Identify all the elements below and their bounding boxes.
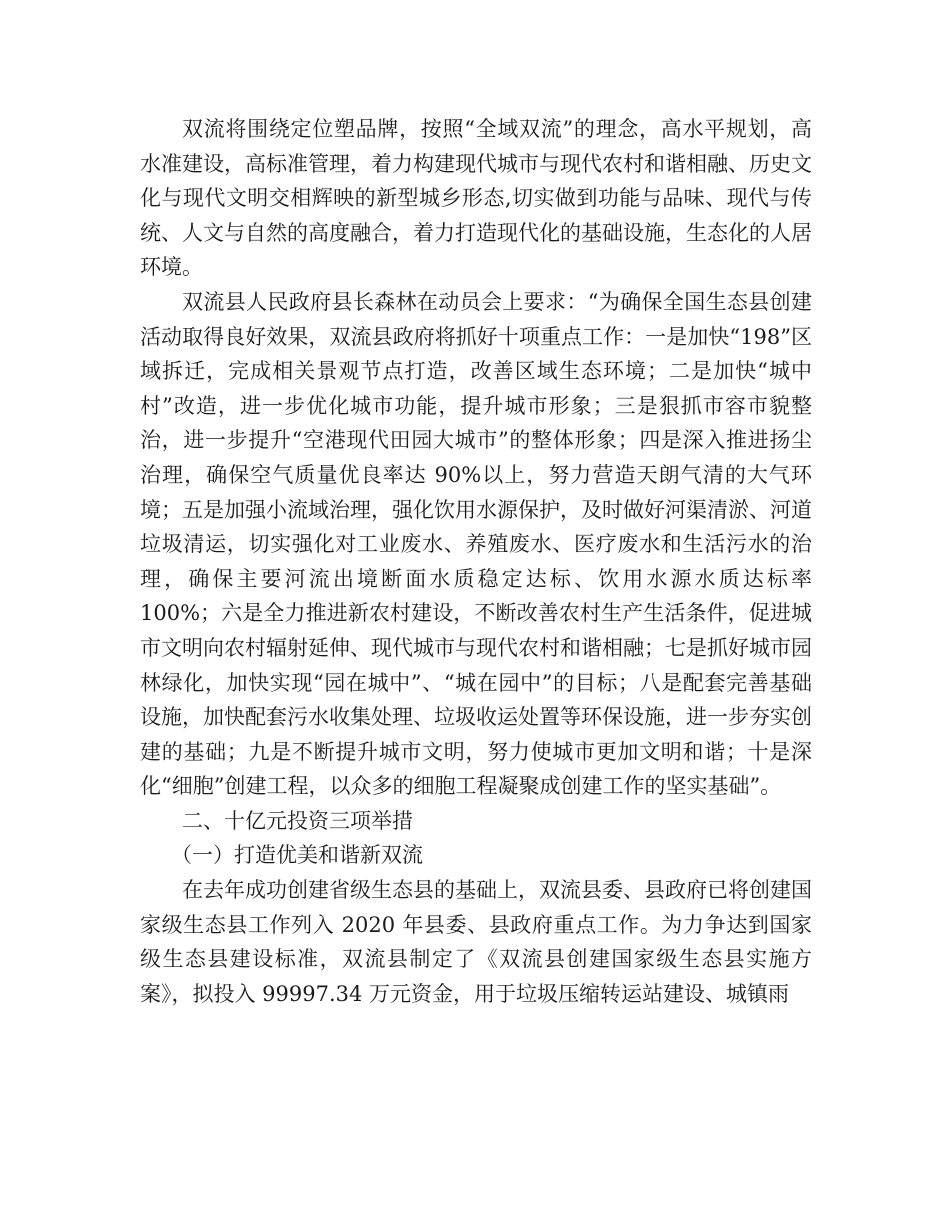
paragraph-vision: 双流将围绕定位塑品牌，按照“全域双流”的理念，高水平规划，高水准建设，高标准管理，着力构建现代城市与现代农村和谐相融、历史文化与现代文明交相辉映的新型城乡形态,切实做到功能与品味、现代与传统、人文与自然的高度融合，着力打造现代化的基础设施，生态化的人居环境。 (140, 117, 812, 280)
paragraph-ten-tasks: 双流县人民政府县长森林在动员会上要求：“为确保全国生态县创建活动取得良好效果，双流县政府将抓好十项重点工作：一是加快“198”区域拆迁，完成相关景观节点打造，改善区域生态环境；二是加快“城中村”改造，进一步优化城市功能，提升城市形象；三是狠抓市容市貌整治，进一步提升“空港现代田园大城市”的整体形象；四是深入推进扬尘治理，确保空气质量优良率达 90%以上，努力营造天朗气清的大气环境；五是加强小流域治理，强化饮用水源保护，及时做好河渠清淤、河道垃圾清运，切实强化对工业废水、养殖废水、医疗废水和生活污水的治理，确保主要河流出境断面水质稳定达标、饮用水源水质达标率 100%；六是全力推进新农村建设，不断改善农村生产生活条件，促进城市文明向农村辐射延伸、现代城市与现代农村和谐相融；七是抓好城市园林绿化，加快实现“园在城中”、“城在园中”的目标；八是配套完善基础设施，加快配套污水收集处理、垃圾收运处置等环保设施，进一步夯实创建的基础；九是不断提升城市文明，努力使城市更加文明和谐；十是深化“细胞”创建工程，以众多的细胞工程凝聚成创建工作的坚实基础”。 (140, 289, 812, 799)
document-body (140, 112, 812, 1011)
paragraph-investment: 在去年成功创建省级生态县的基础上，双流县委、县政府已将创建国家级生态县工作列入 2020 年县委、县政府重点工作。为力争达到国家级生态县建设标准，双流县制定了《双流县创建国家级生态县实施方案》，拟投入 99997.34 万元资金，用于垃圾压缩转运站建设、城镇雨 (140, 878, 812, 1006)
section-heading: 二、十亿元投资三项举措 (182, 808, 413, 833)
subsection-heading: （一）打造优美和谐新双流 (171, 843, 423, 868)
